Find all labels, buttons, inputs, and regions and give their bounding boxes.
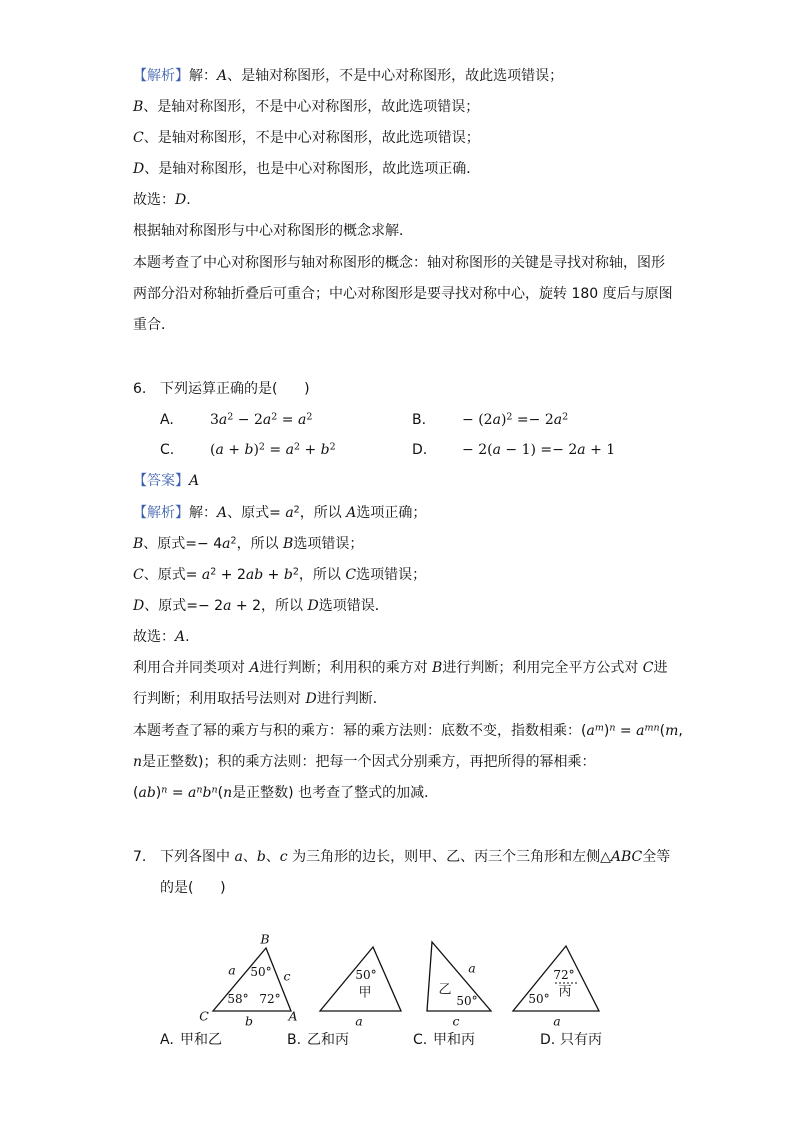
analysis-text: 解：A、是轴对称图形，不是中心对称图形，故此选项错误； <box>189 68 564 84</box>
q6-answer-line <box>133 471 199 491</box>
q6-option-b <box>412 410 568 430</box>
triangle-yi <box>427 942 491 1029</box>
triangle-abc <box>199 932 297 1029</box>
q6-analysis-line-3: C、原式= $a^2 + 2ab + b^2$，所以 C选项错误； <box>133 566 427 583</box>
option-label: D. <box>412 442 428 458</box>
q7-option-b <box>287 1030 349 1050</box>
q6-summary-line-1: 本题考查了幂的乘方与积的乘方：幂的乘方法则：底数不变，指数相乘：$(a^m)^n = a^{mn}(m$, <box>133 722 683 739</box>
option-label: C. <box>413 1032 428 1048</box>
side-a-label: a <box>468 960 476 976</box>
q5-summary-line-2: 两部分沿对称轴折叠后可重合；中心对称图形是要寻找对称中心，旋转 180 度后与原图 <box>133 286 673 302</box>
q6-analysis-line-2: B、原式=− $4a^2$，所以 B选项错误； <box>133 535 364 552</box>
q6-method-line-2: 行判断；利用取括号法则对 D进行判断． <box>133 691 387 707</box>
question-number: 7. <box>133 849 147 865</box>
side-c-label: c <box>283 968 291 984</box>
q6-method-line-1: 利用合并同类项对 A进行判断；利用积的乘方对 B进行判断；利用完全平方公式对 C进 <box>133 660 668 676</box>
option-expression: $3a^2 - 2a^2 = a^2$ <box>210 411 313 428</box>
angle-label: 50° <box>456 994 478 1008</box>
side-a-label: a <box>228 962 236 978</box>
angle-left-label: 50° <box>528 992 550 1006</box>
option-label: B. <box>287 1032 302 1048</box>
vertex-c-label: C <box>199 1008 209 1024</box>
vertex-a-label: A <box>288 1008 298 1024</box>
option-expression: − $(2a)^2 =- 2a^2$ <box>462 411 569 428</box>
q6-option-a <box>160 410 312 430</box>
q7-option-d <box>540 1030 602 1050</box>
q5-analysis-line-2: B、是轴对称图形，不是中心对称图形，故此选项错误； <box>133 99 480 115</box>
option-text: 只有丙 <box>560 1032 602 1048</box>
option-label: D. <box>540 1032 556 1048</box>
angle-b-label: 50° <box>250 965 272 979</box>
q5-method-line: 根据轴对称图形与中心对称图形的概念求解． <box>133 223 413 239</box>
angle-c-label: 58° <box>227 992 249 1006</box>
triangle-name-label: 乙 <box>438 982 452 998</box>
question-stem: 下列运算正确的是( ) <box>160 381 310 397</box>
answer-tag: 【答案】 <box>133 473 189 489</box>
side-label: a <box>355 1013 363 1029</box>
triangle-name-label: 甲 <box>358 985 372 1001</box>
side-b-label: b <box>244 1013 254 1029</box>
triangle-name-label: 丙 <box>558 984 572 1000</box>
q6-analysis-line-1 <box>133 503 426 523</box>
option-text: 甲和丙 <box>433 1032 475 1048</box>
question-6-header <box>133 379 310 399</box>
q5-analysis-line-1 <box>133 66 563 86</box>
q6-choice-line: 故选：A. <box>133 629 190 645</box>
q7-option-a <box>160 1030 222 1050</box>
question-7-stem-line-2: 的是( ) <box>160 880 226 896</box>
q5-analysis-line-4: D、是轴对称图形，也是中心对称图形，故此选项正确． <box>133 161 481 177</box>
triangles-figure <box>0 925 794 1035</box>
option-text: 甲和乙 <box>180 1032 222 1048</box>
option-label: B. <box>412 412 427 428</box>
analysis-tag: 【解析】 <box>133 68 189 84</box>
question-stem: 下列各图中 a、b、c 为三角形的边长，则甲、乙、丙三个三角形和左侧△ABC全等 <box>160 849 671 865</box>
option-label: A. <box>160 412 174 428</box>
side-label: a <box>553 1013 561 1029</box>
q6-option-d <box>412 440 615 460</box>
option-label: A. <box>160 1032 174 1048</box>
angle-a-label: 72° <box>259 992 281 1006</box>
analysis-text: 解：A、原式= $a^2$，所以 A选项正确； <box>189 504 427 521</box>
q6-option-c <box>160 440 336 460</box>
angle-top-label: 72° <box>553 968 575 982</box>
q6-summary-line-2: n是正整数)；积的乘方法则：把每一个因式分别乘方，再把所得的幂相乘： <box>133 754 596 770</box>
option-text: 乙和丙 <box>307 1032 349 1048</box>
option-label: C. <box>160 442 175 458</box>
analysis-tag: 【解析】 <box>133 505 189 521</box>
q6-summary-line-3: $(ab)^n = a^nb^n(n$是正整数) 也考查了整式的加减． <box>133 784 439 801</box>
vertex-b-label: B <box>260 931 270 947</box>
angle-label: 50° <box>355 968 377 982</box>
q5-analysis-line-3: C、是轴对称图形，不是中心对称图形，故此选项错误； <box>133 130 480 146</box>
side-c-label: c <box>452 1013 460 1029</box>
answer-value: A <box>189 473 200 489</box>
question-number: 6. <box>133 381 147 397</box>
triangle-bing <box>513 946 599 1029</box>
q7-option-c <box>413 1030 475 1050</box>
q6-analysis-line-4: D、原式=− 2a + 2，所以 D选项错误． <box>133 598 389 614</box>
q5-summary-line-1: 本题考查了中心对称图形与轴对称图形的概念：轴对称图形的关键是寻找对称轴，图形 <box>133 255 665 271</box>
q5-summary-line-3: 重合． <box>133 317 175 333</box>
option-expression: − 2(a − 1) =− 2a + 1 <box>462 442 616 458</box>
question-7-header <box>133 847 670 867</box>
triangle-jia <box>320 947 401 1029</box>
q5-choice-line: 故选：D. <box>133 192 191 208</box>
option-expression: $(a + b)^2 = a^2 + b^2$ <box>210 441 336 458</box>
